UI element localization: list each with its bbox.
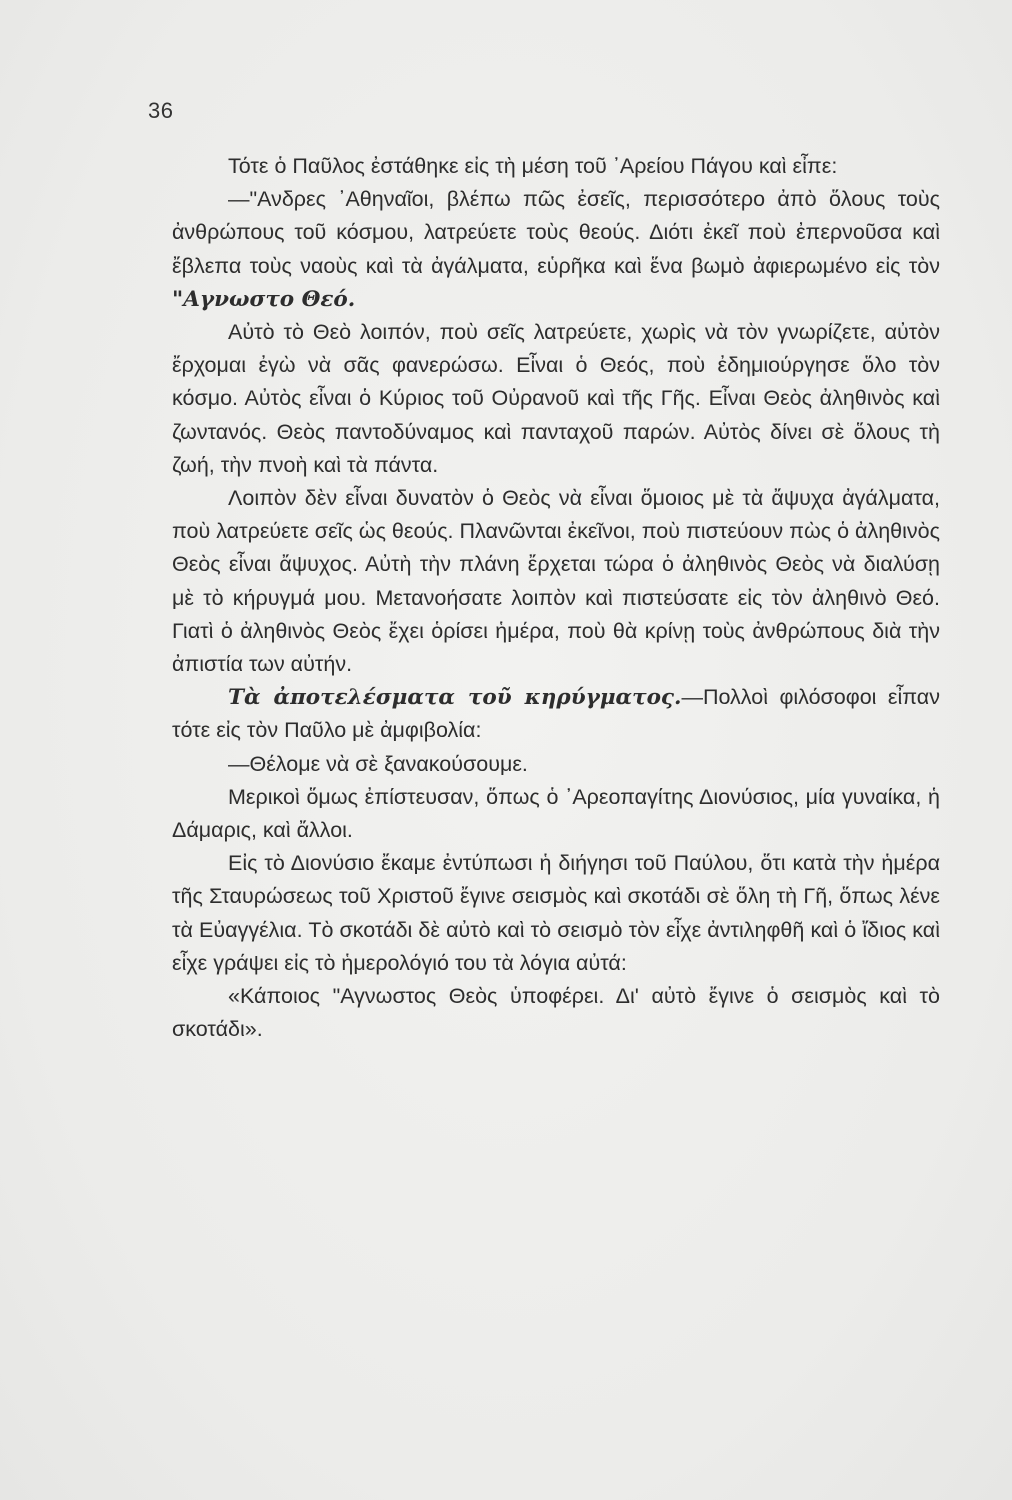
- paragraph-some-believed: Μερικοὶ ὅμως ἐπίστευσαν, ὅπως ὁ ᾿Αρεοπαγίτης Διονύσιος, μία γυναίκα, ἡ Δάμαρις, καὶ ἄλλοι.: [172, 784, 940, 843]
- results-text: —Πολλοὶ φιλόσοφοι εἶπαν τότε εἰς τὸν Παῦλο μὲ ἀμφιβολία:: [172, 685, 940, 743]
- paragraph-paul-stood: Τότε ὁ Παῦλος ἐστάθηκε εἰς τὴ μέση τοῦ ᾿Αρείου Πάγου καὶ εἶπε:: [228, 154, 838, 178]
- speech-text: —"Ανδρες ᾿Αθηναῖοι, βλέπω πῶς ἐσεῖς, περισσότερο ἀπὸ ὅλους τοὺς ἀνθρώπους τοῦ κόσμου, λατρεύετε τοὺς θεούς. Διότι ἐκεῖ ποὺ ἐπερνοῦσα καὶ ἔβλεπα τοὺς ναοὺς καὶ τὰ ἀγάλματα, εὑρῆκα καὶ ἕνα βωμὸ ἀφιερωμένο εἰς τὸν: [172, 187, 940, 278]
- paragraph-not-possible: Λοιπὸν δὲν εἶναι δυνατὸν ὁ Θεὸς νὰ εἶναι ὅμοιος μὲ τὰ ἄψυχα ἀγάλματα, ποὺ λατρεύετε σεῖς ὡς θεούς. Πλανῶνται ἐκεῖνοι, ποὺ πιστεύουν πὼς ὁ ἀληθινὸς Θεὸς εἶναι ἄψυχος. Αὐτὴ τὴν πλάνη ἔρχεται τώρα ὁ ἀληθινὸς Θεὸς νὰ διαλύσῃ μὲ τὸ κήρυγμά μου. Μετανοήσατε λοιπὸν καὶ πιστεύσατε εἰς τὸν ἀληθινὸ Θεό. Γιατὶ ὁ ἀληθινὸς Θεὸς ἔχει ὁρίσει ἡμέρα, ποὺ θὰ κρίνῃ τοὺς ἀνθρώπους διὰ τὴν ἀπιστία των αὐτήν.: [172, 486, 940, 677]
- section-heading-results: Τὰ ἀποτελέσματα τοῦ κηρύγματος.: [228, 685, 682, 711]
- paragraph-hear-again: —Θέλομε νὰ σὲ ξανακούσουμε.: [228, 751, 528, 776]
- paragraph-quote: «Κάποιος "Αγνωστος Θεὸς ὑποφέρει. Δι' αὐτὸ ἔγινε ὁ σεισμὸς καὶ τὸ σκοτάδι».: [172, 984, 940, 1042]
- page-number: 36: [148, 98, 174, 123]
- paragraph-dionysius: Εἰς τὸ Διονύσιο ἔκαμε ἐντύπωσι ἡ διήγησι τοῦ Παύλου, ὅτι κατὰ τὴν ἡμέρα τῆς Σταυρώσεως τοῦ Χριστοῦ ἔγινε σεισμὸς καὶ σκοτάδι σὲ ὅλη τὴ Γῆ, ὅπως λένε τὰ Εὐαγγέλια. Τὸ σκοτάδι δὲ αὐτὸ καὶ τὸ σεισμὸ τὸν εἶχε ἀντιληφθῆ καὶ ὁ ἴδιος καὶ εἶχε γράψει εἰς τὸ ἡμερολόγιό του τὰ λόγια αὐτά:: [172, 851, 940, 975]
- page-body: [172, 150, 940, 1046]
- paragraph-this-god: Αὐτὸ τὸ Θεὸ λοιπόν, ποὺ σεῖς λατρεύετε, χωρὶς νὰ τὸν γνωρίζετε, αὐτὸν ἔρχομαι ἐγὼ νὰ σᾶς φανερώσω. Εἶναι ὁ Θεός, ποὺ ἐδημιούργησε ὅλο τὸν κόσμο. Αὐτὸς εἶναι ὁ Κύριος τοῦ Οὐρανοῦ καὶ τῆς Γῆς. Εἶναι Θεὸς ἀληθινὸς καὶ ζωντανός. Θεὸς παντοδύναμος καὶ πανταχοῦ παρών. Αὐτὸς δίνει σὲ ὅλους τὴ ζωή, τὴν πνοὴ καὶ τὰ πάντα.: [172, 320, 940, 477]
- paragraph-results: [172, 681, 940, 747]
- unknown-god-phrase: "Αγνωστο Θεό.: [172, 286, 356, 312]
- paragraph-men-of-athens: [172, 183, 940, 316]
